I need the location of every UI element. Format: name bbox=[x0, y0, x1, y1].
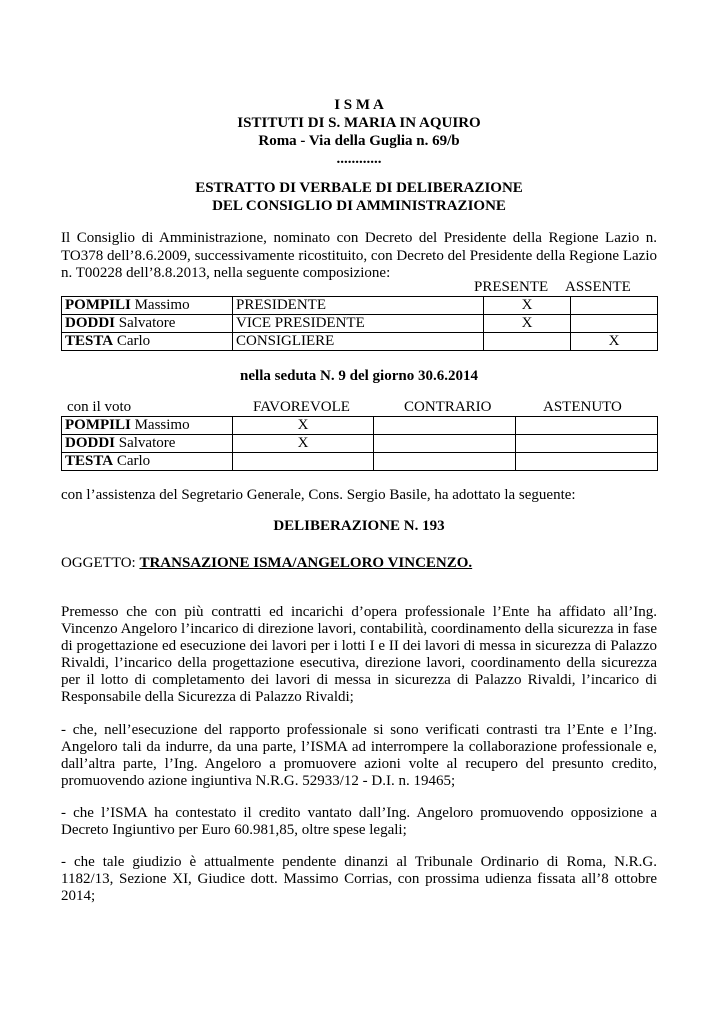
title-line-2: DEL CONSIGLIO DI AMMINISTRAZIONE bbox=[212, 198, 506, 214]
member-name: DODDI Salvatore bbox=[62, 315, 233, 333]
col-against-label: CONTRARIO bbox=[404, 399, 492, 415]
table-row bbox=[62, 333, 658, 351]
vote-header bbox=[61, 399, 657, 416]
table-row bbox=[62, 315, 658, 333]
against-mark bbox=[374, 453, 516, 471]
against-mark bbox=[374, 417, 516, 435]
absent-mark: X bbox=[571, 333, 658, 351]
table-row bbox=[62, 453, 658, 471]
table-row bbox=[62, 297, 658, 315]
premise-paragraph: - che, nell’esecuzione del rapporto professionale si sono verificati contrasti tra l’Ente e l’Ing. Angeloro tali da indurre, da una parte, l’ISMA ad interrompere la collaborazione professionale e, dall’altra parte, l’Ing. Angeloro a promuovere azioni volte al recupero del presunto credito, promuovendo azione ingiuntiva N.R.G. 52933/12 - D.I. n. 19465; bbox=[61, 722, 657, 789]
col-favor-label: FAVOREVOLE bbox=[253, 399, 350, 415]
against-mark bbox=[374, 435, 516, 453]
col-absent-label: ASSENTE bbox=[565, 279, 631, 295]
table-row bbox=[62, 417, 658, 435]
assistance-line: con l’assistenza del Segretario Generale, Cons. Sergio Basile, ha adottato la seguente: bbox=[61, 487, 576, 503]
attendance-header bbox=[61, 279, 657, 296]
premise-paragraph: - che l’ISMA ha contestato il credito vantato dall’Ing. Angeloro promuovendo opposizione a Decreto Ingiuntivo per Euro 60.981,85, oltre spese legali; bbox=[61, 805, 657, 838]
deliberation-number: DELIBERAZIONE N. 193 bbox=[273, 518, 445, 534]
premise-paragraph: - che tale giudizio è attualmente pendente dinanzi al Tribunale Ordinario di Roma, N.R.G. 1182/13, Sezione XI, Giudice dott. Massimo Corrias, con prossima udienza fissata all’8 ottobre 2014; bbox=[61, 854, 657, 904]
org-short-name: I S M A bbox=[334, 97, 384, 113]
member-name: DODDI Salvatore bbox=[62, 435, 233, 453]
present-mark: X bbox=[484, 297, 571, 315]
vote-label: con il voto bbox=[67, 399, 132, 415]
present-mark: X bbox=[484, 315, 571, 333]
intro-paragraph: Il Consiglio di Amministrazione, nominato con Decreto del Presidente della Regione Lazio n. TO378 dell’8.6.2009, successivamente ricostituito, con Decreto del Presidente della Regione Lazio n. T00228 dell’8.8.2013, nella seguente composizione: bbox=[61, 230, 657, 281]
member-role: VICE PRESIDENTE bbox=[233, 315, 484, 333]
absent-mark bbox=[571, 297, 658, 315]
present-mark bbox=[484, 333, 571, 351]
col-abstain-label: ASTENUTO bbox=[543, 399, 622, 415]
favor-mark: X bbox=[233, 417, 374, 435]
premise-paragraph: Premesso che con più contratti ed incarichi d’opera professionale l’Ente ha affidato all’Ing. Vincenzo Angeloro l’incarico di direzione lavori, contabilità, coordinamento della sicurezza in fase di progettazione ed esecuzione dei lavori per i lotti I e II dei lavori di messa in sicurezza di Palazzo Rivaldi, l’incarico della progettazione esecutiva, direzione lavori, coordinamento della sicurezza per il lotto di completamento dei lavori di messa in sicurezza di Palazzo Rivaldi, l’incarico di Responsabile della Sicurezza di Palazzo Rivaldi; bbox=[61, 604, 657, 705]
favor-mark bbox=[233, 453, 374, 471]
member-role: CONSIGLIERE bbox=[233, 333, 484, 351]
member-role: PRESIDENTE bbox=[233, 297, 484, 315]
org-full-name: ISTITUTI DI S. MARIA IN AQUIRO bbox=[237, 115, 481, 131]
attendance-table bbox=[61, 296, 658, 351]
member-name: TESTA Carlo bbox=[62, 453, 233, 471]
letterhead bbox=[61, 96, 657, 168]
abstain-mark bbox=[516, 453, 658, 471]
document-title bbox=[61, 179, 657, 215]
table-row bbox=[62, 435, 658, 453]
absent-mark bbox=[571, 315, 658, 333]
title-line-1: ESTRATTO DI VERBALE DI DELIBERAZIONE bbox=[195, 180, 523, 196]
subject-label: OGGETTO: bbox=[61, 555, 140, 571]
subject-text: TRANSAZIONE ISMA/ANGELORO VINCENZO. bbox=[139, 555, 473, 571]
session-line: nella seduta N. 9 del giorno 30.6.2014 bbox=[240, 368, 478, 384]
vote-table bbox=[61, 416, 658, 471]
org-address: Roma - Via della Guglia n. 69/b bbox=[258, 133, 460, 149]
abstain-mark bbox=[516, 435, 658, 453]
member-name: POMPILI Massimo bbox=[62, 297, 233, 315]
favor-mark: X bbox=[233, 435, 374, 453]
subject-line bbox=[61, 555, 657, 572]
header-dots: ............ bbox=[336, 151, 382, 167]
member-name: TESTA Carlo bbox=[62, 333, 233, 351]
abstain-mark bbox=[516, 417, 658, 435]
col-present-label: PRESENTE bbox=[474, 279, 549, 295]
member-name: POMPILI Massimo bbox=[62, 417, 233, 435]
